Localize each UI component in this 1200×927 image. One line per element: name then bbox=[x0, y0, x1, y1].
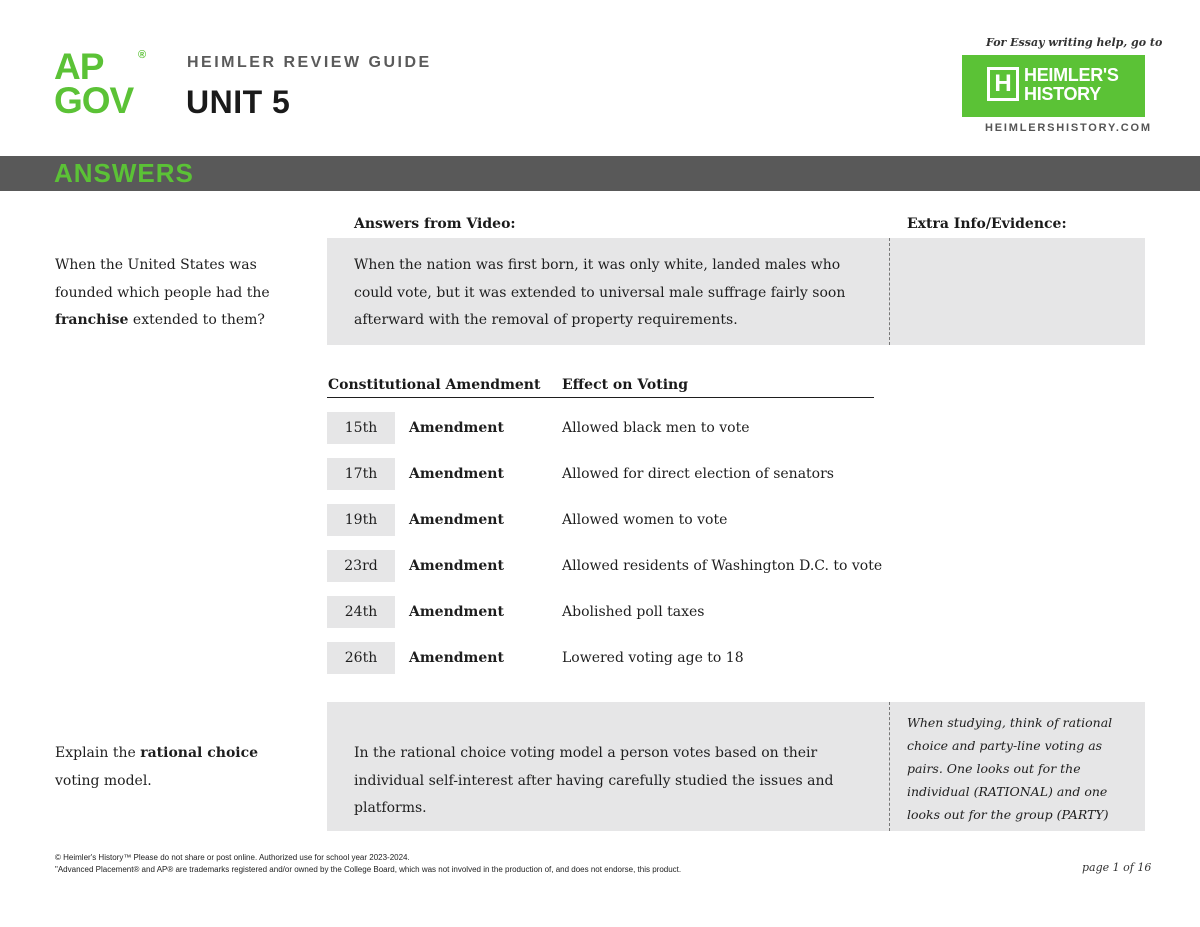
logo-registered-mark: ® bbox=[138, 49, 146, 61]
footer-trademark: "Advanced Placement® and AP® are trademarks registered and/or owned by the College Board, which was not involved in the production of, and does not endorse, this product. bbox=[55, 865, 682, 874]
heimlers-h-icon: H bbox=[987, 67, 1019, 101]
dashed-divider bbox=[889, 702, 890, 831]
amendment-effect: Abolished poll taxes bbox=[562, 604, 705, 620]
table-row bbox=[327, 458, 887, 490]
amendment-label: Amendment bbox=[409, 420, 504, 436]
question-text: extended to them? bbox=[128, 312, 265, 328]
brand-name-line2: HISTORY bbox=[1024, 84, 1101, 104]
guide-label: HEIMLER REVIEW GUIDE bbox=[187, 54, 432, 71]
page-number: page 1 of 16 bbox=[1082, 861, 1152, 874]
amendment-number: 23rd bbox=[327, 550, 395, 582]
column-header-extra: Extra Info/Evidence: bbox=[907, 216, 1067, 232]
table-header-amendment: Constitutional Amendment bbox=[328, 377, 541, 393]
amendment-label: Amendment bbox=[409, 650, 504, 666]
amendment-number: 24th bbox=[327, 596, 395, 628]
amendment-label: Amendment bbox=[409, 512, 504, 528]
amendment-number: 15th bbox=[327, 412, 395, 444]
question-keyword: rational choice bbox=[140, 745, 259, 761]
amendment-number: 17th bbox=[327, 458, 395, 490]
amendment-label: Amendment bbox=[409, 466, 504, 482]
brand-name bbox=[1024, 66, 1119, 104]
question-keyword: franchise bbox=[55, 312, 129, 328]
unit-title: UNIT 5 bbox=[186, 84, 291, 120]
table-header-effect: Effect on Voting bbox=[562, 377, 688, 393]
banner-title: ANSWERS bbox=[54, 158, 194, 188]
extra-info-note: When studying, think of rational choice and party-line voting as pairs. One looks out for the individual (RATIONAL) and one looks out for the group (PARTY) bbox=[907, 715, 1113, 822]
dashed-divider bbox=[889, 238, 890, 345]
brand-name-line1: HEIMLER'S bbox=[1024, 65, 1119, 85]
brand-url-link[interactable]: HEIMLERSHISTORY.COM bbox=[985, 122, 1152, 134]
amendment-label: Amendment bbox=[409, 604, 504, 620]
table-row bbox=[327, 596, 887, 628]
answer-rational-choice: In the rational choice voting model a person votes based on their individual self-interest after having carefully studied the issues and platforms. bbox=[354, 745, 834, 816]
footer-copyright: © Heimler's History™ Please do not share or post online. Authorized use for school year 2023-2024. bbox=[55, 853, 410, 862]
question-franchise bbox=[55, 252, 315, 335]
logo-line-gov: GOV bbox=[54, 80, 134, 121]
table-row bbox=[327, 642, 887, 674]
question-rational-choice bbox=[55, 740, 315, 795]
essay-help-text: For Essay writing help, go to bbox=[986, 36, 1163, 49]
amendment-number: 19th bbox=[327, 504, 395, 536]
amendment-number: 26th bbox=[327, 642, 395, 674]
table-row bbox=[327, 504, 887, 536]
amendment-effect: Lowered voting age to 18 bbox=[562, 650, 744, 666]
question-text: Explain the bbox=[55, 745, 141, 761]
ap-gov-logo bbox=[54, 46, 154, 121]
amendment-effect: Allowed black men to vote bbox=[562, 420, 750, 436]
table-header-rule bbox=[327, 397, 874, 398]
logo-line-ap: AP bbox=[54, 46, 104, 87]
question-text: voting model. bbox=[55, 772, 152, 789]
amendment-effect: Allowed for direct election of senators bbox=[562, 466, 834, 482]
table-row bbox=[327, 412, 887, 444]
amendment-effect: Allowed women to vote bbox=[562, 512, 728, 528]
amendment-label: Amendment bbox=[409, 558, 504, 574]
amendment-effect: Allowed residents of Washington D.C. to vote bbox=[562, 558, 883, 574]
answer-franchise: When the nation was first born, it was only white, landed males who could vote, but it was extended to universal male suffrage fairly soon afterward with the removal of property requirements. bbox=[354, 257, 846, 328]
column-header-video: Answers from Video: bbox=[354, 216, 516, 232]
question-text: When the United States was founded which people had the bbox=[55, 257, 270, 301]
table-row bbox=[327, 550, 887, 582]
